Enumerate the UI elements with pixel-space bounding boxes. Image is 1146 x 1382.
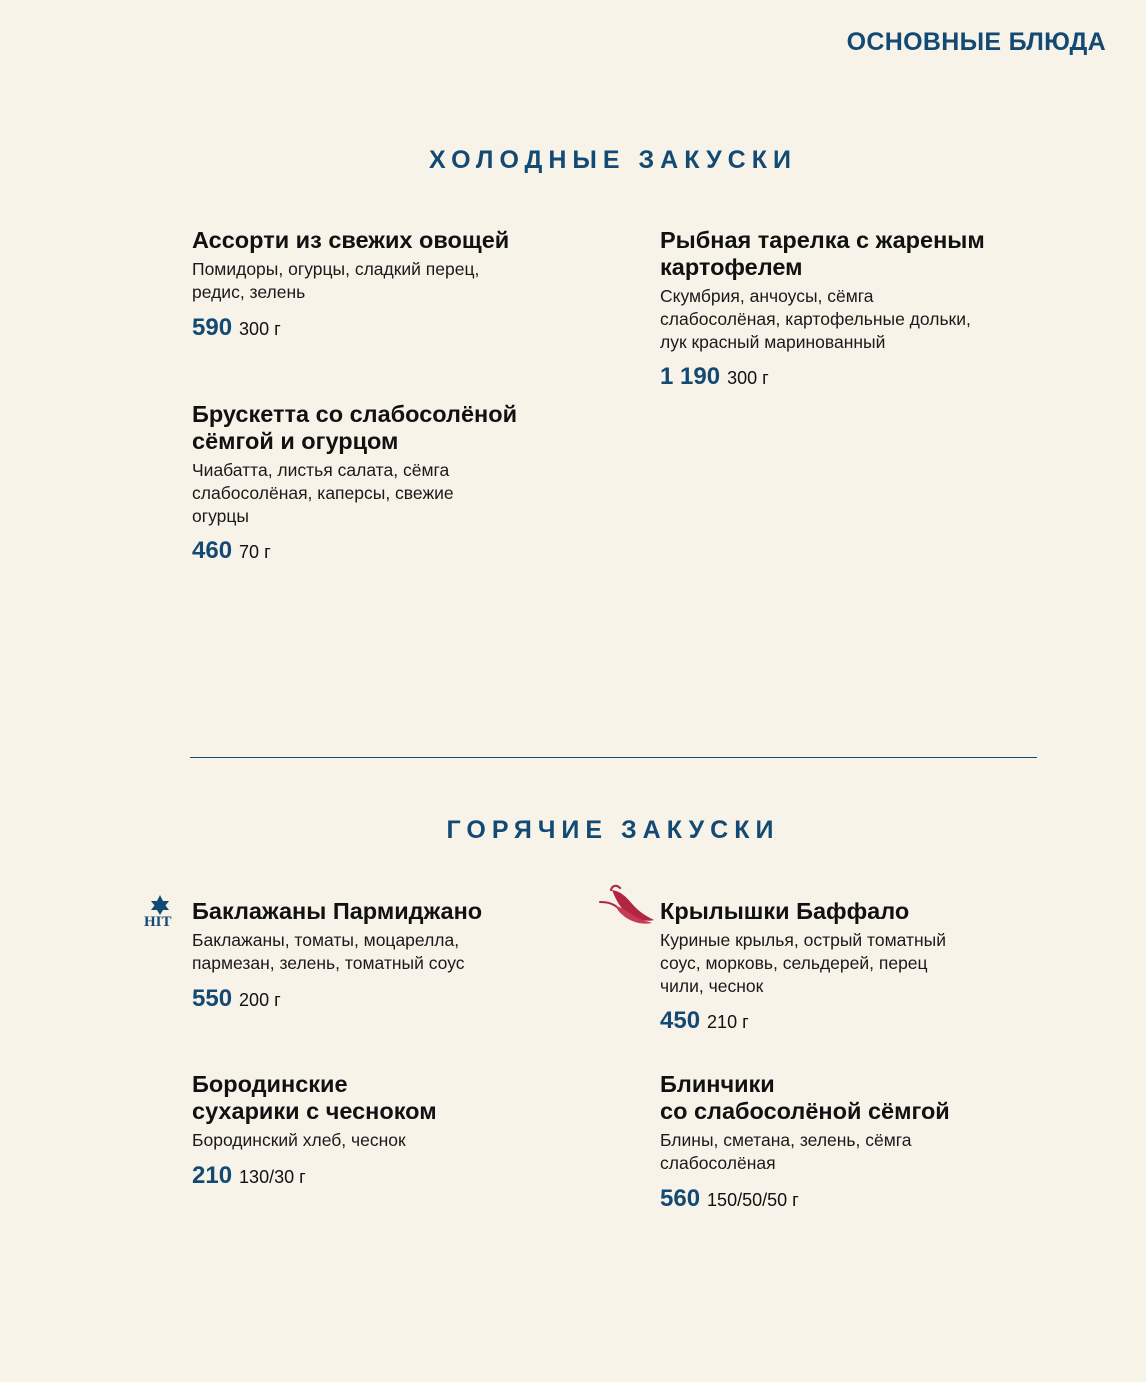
price-row — [660, 363, 1040, 391]
hit-badge — [145, 894, 181, 934]
item-description: Скумбрия, анчоусы, сёмга слабосолёная, картофельные дольки, лук красный маринованный — [660, 286, 971, 352]
item-price: 210 — [192, 1161, 233, 1189]
item-name: Рыбная тарелка с жареным картофелем — [660, 227, 985, 280]
item-description: Помидоры, огурцы, сладкий перец, редис, зелень — [192, 259, 480, 302]
menu-item — [192, 1071, 572, 1190]
item-weight: 150/50/50 г — [707, 1189, 799, 1210]
section-divider — [190, 757, 1037, 758]
menu-item — [660, 1071, 1040, 1213]
price-row — [192, 537, 572, 565]
hit-label: HIT — [144, 914, 172, 930]
page-title: ОСНОВНЫЕ БЛЮДА — [846, 28, 1106, 56]
item-price: 450 — [660, 1007, 701, 1035]
item-name: Бородинские сухарики с чесноком — [192, 1071, 437, 1124]
item-name: Баклажаны Пармиджано — [192, 898, 483, 924]
item-price: 1 190 — [660, 363, 721, 391]
item-weight: 70 г — [239, 542, 271, 563]
item-name: Брускетта со слабосолёной сёмгой и огурцом — [192, 401, 518, 454]
item-weight: 200 г — [239, 989, 281, 1010]
section-title-cold: ХОЛОДНЫЕ ЗАКУСКИ — [429, 146, 797, 174]
item-weight: 210 г — [707, 1012, 749, 1033]
item-price: 560 — [660, 1184, 701, 1212]
item-name: Блинчики со слабосолёной сёмгой — [660, 1071, 950, 1124]
menu-item — [660, 227, 1040, 391]
item-description: Блины, сметана, зелень, сёмга слабосолёная — [660, 1130, 912, 1173]
price-row — [192, 1162, 572, 1190]
price-row — [192, 985, 572, 1013]
menu-item — [660, 898, 1040, 1035]
menu-item — [192, 898, 572, 1013]
item-description: Баклажаны, томаты, моцарелла, пармезан, зелень, томатный соус — [192, 930, 465, 973]
star-icon — [147, 894, 177, 916]
price-row — [660, 1185, 1040, 1213]
section-title-hot: ГОРЯЧИЕ ЗАКУСКИ — [446, 816, 780, 844]
item-price: 460 — [192, 537, 233, 565]
item-description: Чиабатта, листья салата, сёмга слабосолёная, каперсы, свежие огурцы — [192, 460, 454, 526]
item-description: Бородинский хлеб, чеснок — [192, 1130, 406, 1150]
price-row — [660, 1007, 1040, 1035]
item-weight: 300 г — [239, 318, 281, 339]
item-price: 590 — [192, 313, 233, 341]
item-description: Куриные крылья, острый томатный соус, морковь, сельдерей, перец чили, чеснок — [660, 930, 946, 996]
menu-item — [192, 227, 572, 342]
item-name: Крылышки Баффало — [660, 898, 910, 924]
item-price: 550 — [192, 984, 233, 1012]
chili-pepper-icon — [598, 882, 656, 928]
price-row — [192, 314, 572, 342]
menu-item — [192, 401, 572, 565]
item-weight: 130/30 г — [239, 1166, 306, 1187]
item-weight: 300 г — [727, 368, 769, 389]
item-name: Ассорти из свежих овощей — [192, 227, 510, 253]
